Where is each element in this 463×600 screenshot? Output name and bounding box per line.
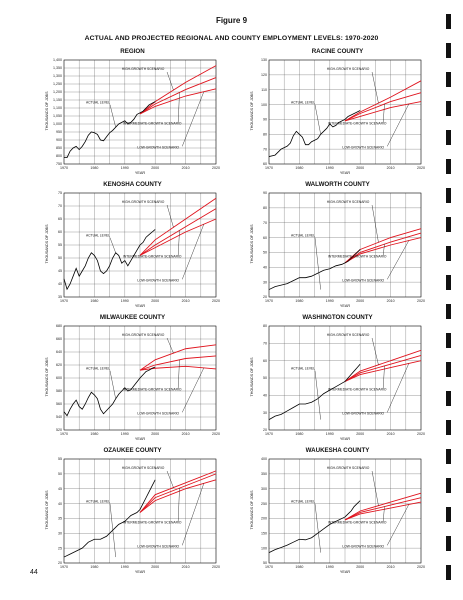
x-tick-label: 2000 [151,299,160,303]
punch-hole [446,333,451,348]
chart-title: WALWORTH COUNTY [305,181,370,188]
x-tick-label: 2010 [386,432,395,436]
y-tick-label: 1,250 [53,82,62,87]
y-tick-label: 120 [261,73,267,78]
y-axis-label: THOUSANDS OF JOBS [45,91,49,131]
chart-panel [245,314,430,444]
y-tick-label: 35 [58,295,62,300]
actual-level-leader [315,238,321,290]
y-tick-label: 40 [58,282,62,287]
high-growth-leader [167,338,173,353]
actual-level-label: ACTUAL LEVEL [291,100,316,105]
intermediate-growth-line [345,498,421,520]
low-growth-label: LOW-GROWTH SCENARIO [137,411,180,416]
y-tick-label: 50 [58,472,62,477]
intermediate-growth-leader [178,360,179,389]
y-tick-label: 45 [58,486,62,491]
y-tick-label: 50 [263,376,267,381]
intermediate-growth-leader [383,104,384,122]
x-tick-label: 2020 [212,565,220,569]
punch-hole [446,217,451,232]
punch-hole [446,101,451,116]
intermediate-growth-line [140,474,216,513]
x-tick-label: 2010 [181,299,190,303]
y-tick-label: 580 [56,389,62,394]
high-growth-label: HIGH-GROWTH SCENARIO [121,333,165,337]
x-tick-label: 1990 [120,565,129,569]
y-tick-label: 1,150 [53,98,62,103]
chart-svg [40,48,225,178]
y-tick-label: 60 [263,162,267,167]
x-axis-label: YEAR [339,304,351,308]
y-tick-label: 40 [58,501,62,506]
y-tick-label: 20 [263,295,267,300]
y-tick-label: 55 [58,243,62,248]
y-tick-label: 1,000 [53,122,62,127]
chart-svg [40,181,225,311]
x-axis-label: YEAR [339,437,351,441]
intermediate-growth-label: INTERMEDIATE-GROWTH SCENARIO [122,254,182,259]
low-growth-line [345,361,421,382]
x-tick-label: 2020 [417,166,425,170]
figure-number: Figure 9 [215,16,248,25]
y-tick-label: 1,100 [53,106,62,111]
chart-svg [245,447,430,577]
y-tick-label: 60 [58,230,62,235]
intermediate-growth-label: INTERMEDIATE-GROWTH SCENARIO [327,254,387,259]
y-tick-label: 45 [58,269,62,274]
y-tick-label: 70 [263,341,267,346]
x-tick-label: 2000 [151,166,160,170]
y-axis-label: THOUSANDS OF JOBS [250,490,254,530]
high-growth-leader [167,72,173,90]
punch-hole [446,304,451,319]
x-tick-label: 2010 [181,565,190,569]
intermediate-growth-label: INTERMEDIATE-GROWTH SCENARIO [122,520,182,525]
x-tick-label: 2000 [356,565,365,569]
y-tick-label: 640 [56,350,62,355]
y-tick-label: 70 [58,204,62,209]
x-tick-label: 2000 [151,432,160,436]
y-tick-label: 750 [56,162,62,167]
x-tick-label: 1980 [295,565,304,569]
y-tick-label: 35 [58,516,62,521]
low-growth-label: LOW-GROWTH SCENARIO [137,544,180,549]
intermediate-growth-leader [178,488,179,521]
y-tick-label: 30 [263,410,267,415]
chart-panel [245,48,430,178]
chart-title: OZAUKEE COUNTY [103,447,162,454]
y-tick-label: 70 [263,147,267,152]
x-tick-label: 1980 [295,299,304,303]
low-growth-label: LOW-GROWTH SCENARIO [342,411,385,416]
x-axis-label: YEAR [134,437,146,441]
actual-level-label: ACTUAL LEVEL [86,233,111,238]
y-tick-label: 55 [58,457,62,462]
x-tick-label: 2000 [356,166,365,170]
y-tick-label: 60 [263,358,267,363]
y-tick-label: 80 [263,206,267,211]
punch-hole [446,43,451,58]
x-tick-label: 1970 [265,565,273,569]
x-tick-label: 1970 [60,565,68,569]
y-axis-label: THOUSANDS OF JOBS [45,357,49,397]
y-tick-label: 130 [261,58,267,63]
x-tick-label: 2020 [417,565,425,569]
chart-panel [40,181,225,311]
x-tick-label: 1980 [90,432,99,436]
y-tick-label: 70 [263,220,267,225]
chart-svg [40,447,225,577]
x-tick-label: 1970 [60,432,68,436]
y-tick-label: 60 [263,235,267,240]
x-tick-label: 1970 [60,299,68,303]
y-tick-label: 25 [58,546,62,551]
x-tick-label: 1980 [295,166,304,170]
y-tick-label: 20 [58,561,62,566]
chart-svg [245,314,430,444]
actual-level-leader [315,504,321,553]
x-tick-label: 1970 [265,299,273,303]
high-growth-leader [372,205,378,242]
punch-hole [446,565,451,580]
x-tick-label: 2010 [386,166,395,170]
punch-hole [446,72,451,87]
high-growth-leader [167,471,173,488]
y-tick-label: 100 [261,546,267,551]
chart-svg [245,181,430,311]
high-growth-label: HIGH-GROWTH SCENARIO [121,200,165,204]
x-tick-label: 1990 [325,565,334,569]
high-growth-leader [372,471,378,506]
actual-level-leader [110,238,116,253]
y-tick-label: 75 [58,191,62,196]
x-tick-label: 1990 [120,166,129,170]
punch-hole [446,14,451,29]
y-tick-label: 40 [263,265,267,270]
punch-hole [446,391,451,406]
x-tick-label: 1980 [295,432,304,436]
y-tick-label: 300 [261,486,267,491]
y-tick-label: 660 [56,337,62,342]
x-tick-label: 2000 [356,299,365,303]
y-tick-label: 400 [261,457,267,462]
y-tick-label: 30 [58,531,62,536]
intermediate-growth-label: INTERMEDIATE-GROWTH SCENARIO [327,121,387,126]
high-growth-label: HIGH-GROWTH SCENARIO [326,67,370,71]
y-tick-label: 90 [263,117,267,122]
chart-panel [40,48,225,178]
high-growth-label: HIGH-GROWTH SCENARIO [121,466,165,470]
actual-level-label: ACTUAL LEVEL [291,366,316,371]
punch-hole [446,246,451,261]
high-growth-leader [372,72,378,103]
y-tick-label: 1,200 [53,90,62,95]
low-growth-line [140,89,216,114]
punch-hole [446,420,451,435]
x-tick-label: 1980 [90,565,99,569]
intermediate-growth-label: INTERMEDIATE-GROWTH SCENARIO [327,520,387,525]
x-tick-label: 2000 [356,432,365,436]
y-tick-label: 50 [263,561,267,566]
y-tick-label: 520 [56,428,62,433]
high-growth-leader [167,205,173,227]
x-tick-label: 2020 [417,299,425,303]
x-tick-label: 2010 [181,432,190,436]
y-tick-label: 1,050 [53,114,62,119]
x-tick-label: 2020 [212,432,220,436]
chart-title: WASHINGTON COUNTY [302,314,373,321]
page-number: 44 [30,569,38,576]
x-tick-label: 1970 [265,432,273,436]
intermediate-growth-label: INTERMEDIATE-GROWTH SCENARIO [327,387,387,392]
y-axis-label: THOUSANDS OF JOBS [250,224,254,264]
x-tick-label: 2010 [386,565,395,569]
y-tick-label: 800 [56,154,62,159]
high-growth-label: HIGH-GROWTH SCENARIO [121,67,165,71]
y-tick-label: 560 [56,402,62,407]
chart-svg [245,48,430,178]
y-tick-label: 90 [263,191,267,196]
x-tick-label: 2010 [181,166,190,170]
chart-title: WAUKESHA COUNTY [305,447,370,454]
high-growth-label: HIGH-GROWTH SCENARIO [326,466,370,470]
punch-hole [446,507,451,522]
actual-level-label: ACTUAL LEVEL [86,499,111,504]
y-tick-label: 30 [263,280,267,285]
chart-panel [245,447,430,577]
high-growth-line [140,198,216,255]
y-tick-label: 540 [56,415,62,420]
x-axis-label: YEAR [339,570,351,574]
actual-level-label: ACTUAL LEVEL [291,233,316,238]
actual-level-label: ACTUAL LEVEL [86,100,111,105]
chart-svg [40,314,225,444]
y-axis-label: THOUSANDS OF JOBS [45,224,49,264]
punch-hole [446,478,451,493]
punch-hole [446,275,451,290]
punch-hole [446,188,451,203]
low-growth-label: LOW-GROWTH SCENARIO [342,278,385,283]
y-tick-label: 1,300 [53,74,62,79]
x-tick-label: 1990 [325,166,334,170]
y-tick-label: 950 [56,130,62,135]
y-axis-label: THOUSANDS OF JOBS [250,357,254,397]
chart-title: MILWAUKEE COUNTY [99,314,166,321]
punch-hole [446,449,451,464]
y-axis-label: THOUSANDS OF JOBS [45,490,49,530]
low-growth-line [140,366,216,370]
x-tick-label: 2010 [386,299,395,303]
x-axis-label: YEAR [134,171,146,175]
low-growth-label: LOW-GROWTH SCENARIO [342,544,385,549]
y-axis-label: THOUSANDS OF JOBS [250,91,254,131]
x-tick-label: 2020 [212,166,220,170]
chart-panel [245,181,430,311]
intermediate-growth-leader [178,230,179,255]
actual-level-label: ACTUAL LEVEL [86,366,111,371]
punch-hole [446,362,451,377]
y-tick-label: 250 [261,501,267,506]
chart-title: RACINE COUNTY [311,48,364,55]
x-tick-label: 1970 [60,166,68,170]
x-axis-label: YEAR [134,570,146,574]
x-tick-label: 1990 [120,432,129,436]
actual-level-leader [110,371,116,399]
x-tick-label: 2000 [151,565,160,569]
y-tick-label: 600 [56,376,62,381]
chart-title: KENOSHA COUNTY [103,181,162,188]
high-growth-label: HIGH-GROWTH SCENARIO [326,200,370,204]
intermediate-growth-leader [383,507,384,522]
x-axis-label: YEAR [134,304,146,308]
y-tick-label: 80 [263,324,267,329]
figure-title: ACTUAL AND PROJECTED REGIONAL AND COUNTY EMPLOYMENT LEVELS: 1970-2020 [84,35,379,42]
y-tick-label: 80 [263,132,267,137]
x-tick-label: 1990 [325,299,334,303]
intermediate-growth-line [345,93,421,121]
low-growth-label: LOW-GROWTH SCENARIO [137,278,180,283]
chart-panel [40,314,225,444]
punch-hole [446,130,451,145]
y-tick-label: 900 [56,138,62,143]
y-tick-label: 850 [56,146,62,151]
y-tick-label: 200 [261,516,267,521]
y-tick-label: 1,350 [53,66,62,71]
punch-hole [446,159,451,174]
low-growth-label: LOW-GROWTH SCENARIO [342,145,385,150]
y-tick-label: 50 [263,250,267,255]
y-tick-label: 620 [56,363,62,368]
intermediate-growth-leader [178,92,179,122]
y-tick-label: 680 [56,324,62,329]
y-tick-label: 50 [58,256,62,261]
x-tick-label: 1990 [325,432,334,436]
high-growth-label: HIGH-GROWTH SCENARIO [326,333,370,337]
x-tick-label: 1970 [265,166,273,170]
chart-title: REGION [120,48,145,55]
x-tick-label: 2020 [417,432,425,436]
y-tick-label: 65 [58,217,62,222]
low-growth-line [140,480,216,513]
x-tick-label: 1980 [90,166,99,170]
y-tick-label: 20 [263,428,267,433]
y-tick-label: 110 [261,87,267,92]
x-axis-label: YEAR [339,171,351,175]
low-growth-label: LOW-GROWTH SCENARIO [137,145,180,150]
y-tick-label: 40 [263,393,267,398]
punch-hole [446,536,451,551]
y-tick-label: 150 [261,531,267,536]
low-growth-line [345,238,421,263]
intermediate-growth-label: INTERMEDIATE-GROWTH SCENARIO [122,387,182,392]
actual-level-label: ACTUAL LEVEL [291,499,316,504]
chart-panel [40,447,225,577]
x-tick-label: 2020 [212,299,220,303]
x-tick-label: 1980 [90,299,99,303]
x-tick-label: 1990 [120,299,129,303]
intermediate-growth-label: INTERMEDIATE-GROWTH SCENARIO [122,121,182,126]
y-tick-label: 100 [261,102,267,107]
y-tick-label: 1,400 [53,58,62,63]
actual-level-leader [110,504,116,557]
y-tick-label: 350 [261,472,267,477]
